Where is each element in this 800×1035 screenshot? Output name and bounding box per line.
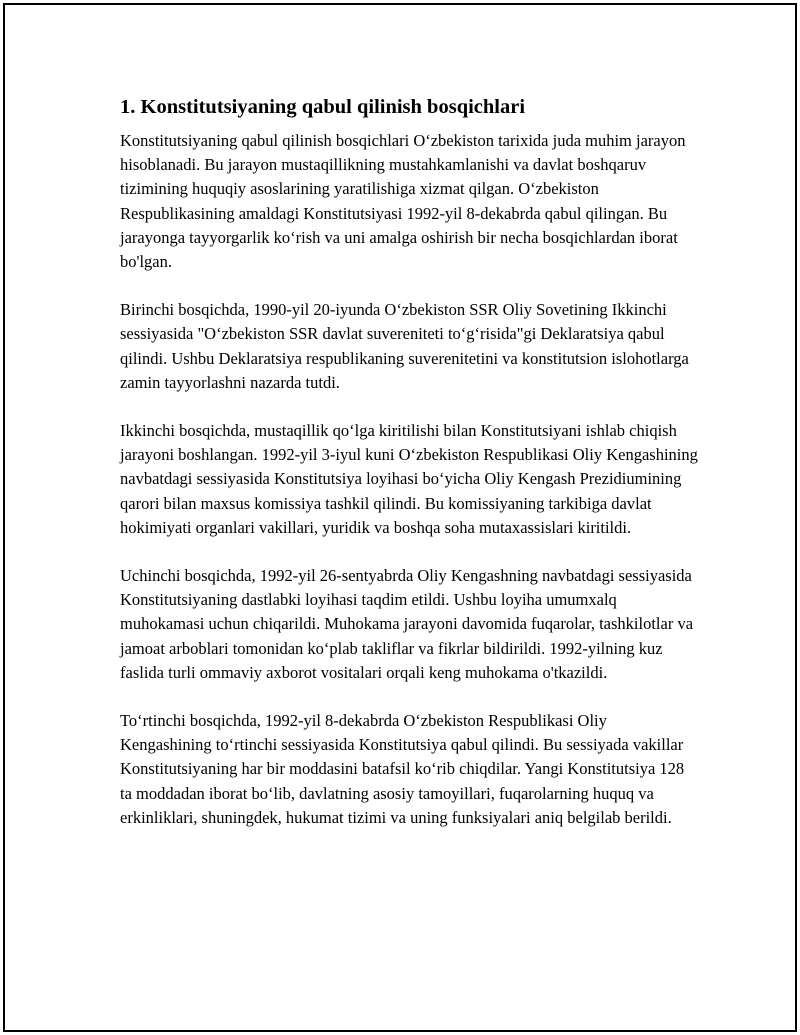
section-heading: 1. Konstitutsiyaning qabul qilinish bosqichlari bbox=[120, 96, 526, 118]
paragraph-intro: Konstitutsiyaning qabul qilinish bosqichlari O‘zbekiston tarixida juda muhim jarayon hisoblanadi. Bu jarayon mustaqillikning mustahkamlanishi va davlat boshqaruv tizimining huquqiy asoslarining yaratilishiga xizmat qilgan. O‘zbekiston Respublikasining amaldagi Konstitutsiyasi 1992-yil 8-dekabrda qabul qilingan. Bu jarayonga tayyorgarlik ko‘rish va uni amalga oshirish bir necha bosqichlardan iborat bo'lgan. bbox=[120, 131, 686, 272]
paragraph-third-stage: Uchinchi bosqichda, 1992-yil 26-sentyabrda Oliy Kengashning navbatdagi sessiyasida Konstitutsiyaning dastlabki loyihasi taqdim etildi. Ushbu loyiha umumxalq muhokamasi uchun chiqarildi. Muhokama jarayoni davomida fuqarolar, tashkilotlar va jamoat arboblari tomonidan ko‘plab takliflar va fikrlar bildirildi. 1992-yilning kuz faslida turli ommaviy axborot vositalari orqali keng muhokama o'tkazildi. bbox=[120, 566, 694, 682]
document-page bbox=[3, 3, 797, 1032]
paragraph-second-stage: Ikkinchi bosqichda, mustaqillik qo‘lga kiritilishi bilan Konstitutsiyani ishlab chiqish jarayoni boshlangan. 1992-yil 3-iyul kuni O‘zbekiston Respublikasi Oliy Kengashining navbatdagi sessiyasida Konstitutsiya loyihasi bo‘yicha Oliy Kengash Prezidiumining qarori bilan maxsus komissiya tashkil qilindi. Bu komissiyaning tarkibiga davlat hokimiyati organlari vakillari, yuridik va boshqa soha mutaxassislari kiritildi. bbox=[120, 421, 698, 537]
document-content bbox=[120, 93, 700, 854]
paragraph-fourth-stage: To‘rtinchi bosqichda, 1992-yil 8-dekabrda O‘zbekiston Respublikasi Oliy Kengashining to‘rtinchi sessiyasida Konstitutsiya qabul qilindi. Bu sessiyada vakillar Konstitutsiyaning har bir moddasini batafsil ko‘rib chiqdilar. Yangi Konstitutsiya 128 ta moddadan iborat bo‘lib, davlatning asosiy tamoyillari, fuqarolarning huquq va erkinliklari, shuningdek, hukumat tizimi va uning funksiyalari aniq belgilab berildi. bbox=[120, 711, 685, 827]
paragraph-first-stage: Birinchi bosqichda, 1990-yil 20-iyunda O‘zbekiston SSR Oliy Sovetining Ikkinchi sessiyasida "O‘zbekiston SSR davlat suvereniteti to‘g‘risida"gi Deklaratsiya qabul qilindi. Ushbu Deklaratsiya respublikaning suverenitetini va konstitutsion islohotlarga zamin tayyorlashni nazarda tutdi. bbox=[120, 300, 689, 392]
